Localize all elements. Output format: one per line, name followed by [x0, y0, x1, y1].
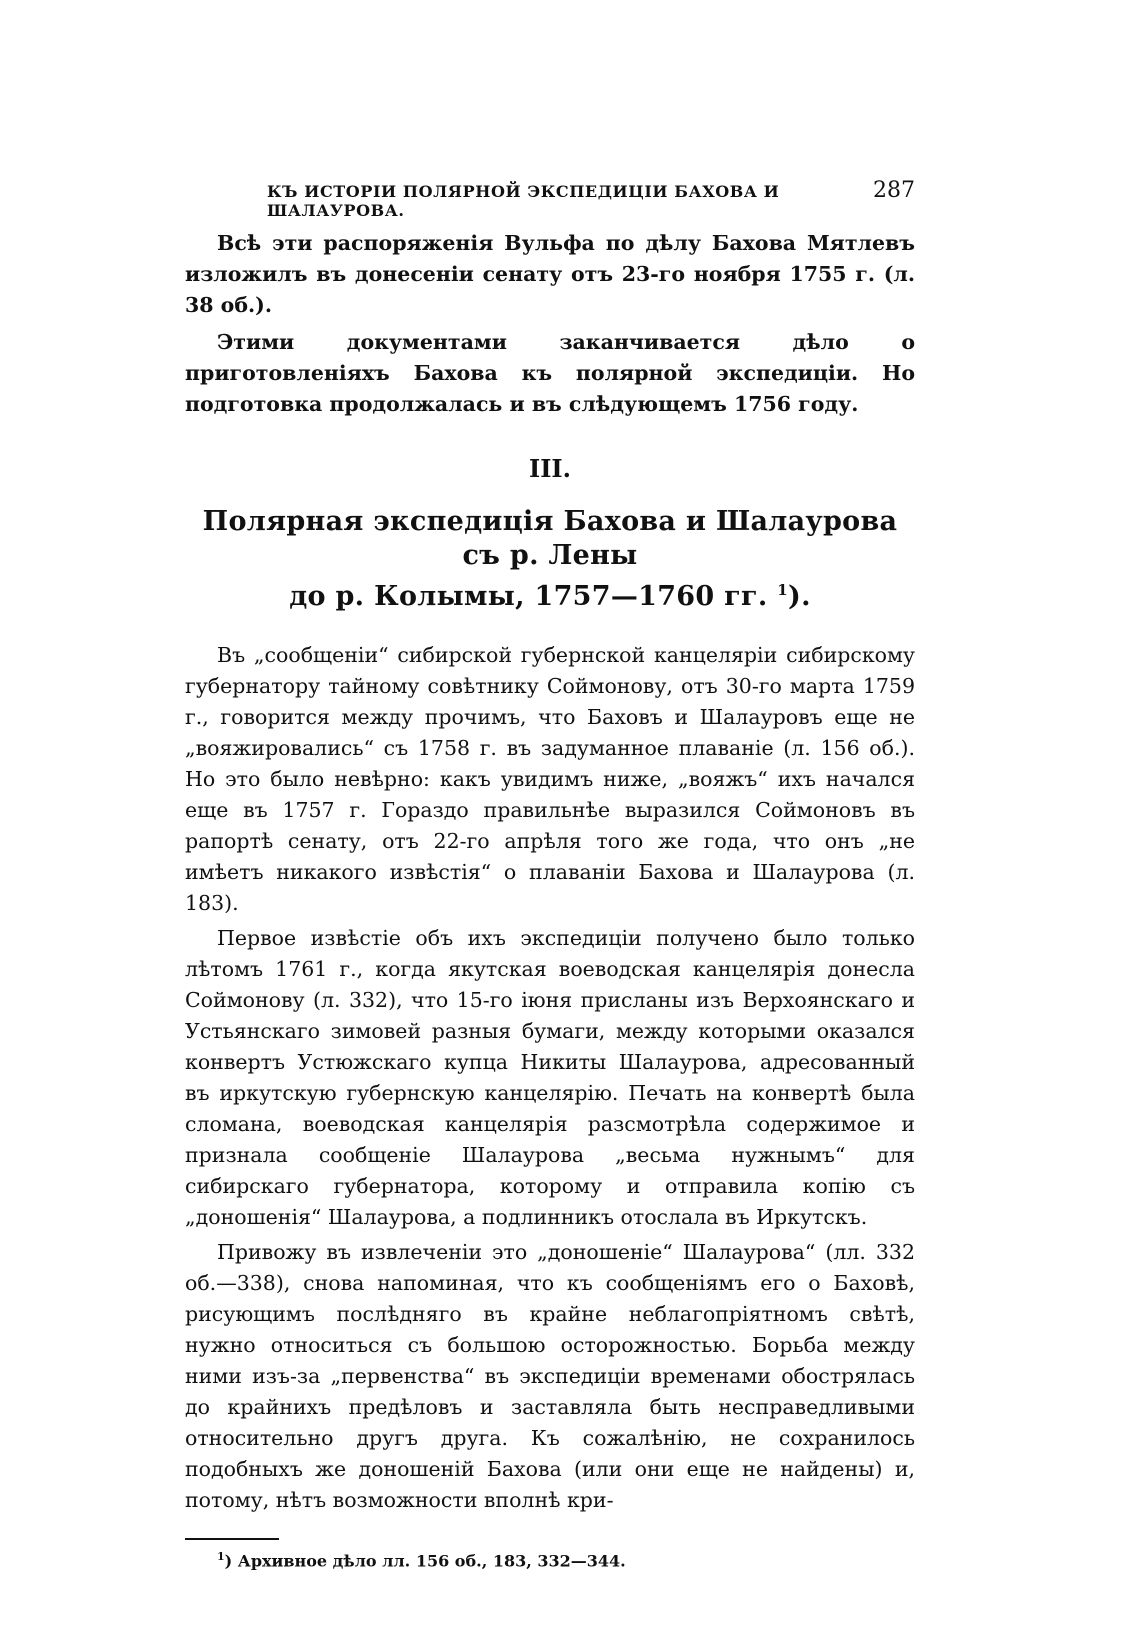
- running-head-title: КЪ ИСТОРІИ ПОЛЯРНОЙ ЭКСПЕДИЦІИ БАХОВА И ШАЛАУРОВА.: [267, 182, 780, 220]
- body-paragraph-2: Первое извѣстіе объ ихъ экспедиціи получено было только лѣтомъ 1761 г., когда якутская воеводская канцелярія донесла Соймонову (л. 332), что 15-го іюня присланы изъ Верхоянскаго и Устьянскаго зимовей разныя бумаги, между которыми оказался конвертъ Устюжскаго купца Никиты Шалаурова, адресованный въ иркутскую губернскую канцелярію. Печать на конвертѣ была сломана, воеводская канцелярія разсмотрѣла содержимое и признала сообщеніе Шалаурова „весьма нужнымъ“ для сибирскаго губернатора, которому и отправила копію съ „доношенія“ Шалаурова, а подлинникъ отослала въ Иркутскъ.: [185, 926, 915, 1229]
- page-number: 287: [873, 178, 915, 203]
- footnote-reference: 1: [777, 581, 789, 599]
- section-heading-line-2: [185, 573, 915, 614]
- section-heading-line-2-text: до р. Колымы, 1757—1760 гг.: [289, 581, 768, 612]
- body-paragraph-1: Въ „сообщеніи“ сибирской губернской канцеляріи сибирскому губернатору тайному совѣтнику Соймонову, отъ 30-го марта 1759 г., говорится между прочимъ, что Баховъ и Шалауровъ еще не „вояжировались“ съ 1758 г. въ задуманное плаваніе (л. 156 об.). Но это было невѣрно: какъ увидимъ ниже, „вояжъ“ ихъ начался еще въ 1757 г. Гораздо правильнѣе выразился Соймоновъ въ рапортѣ сенату, отъ 22-го апрѣля того же года, что онъ „не имѣетъ никакого извѣстія“ о плаваніи Бахова и Шалаурова (л. 183).: [185, 643, 915, 915]
- footnote: [217, 1550, 915, 1570]
- body-paragraph-3: Привожу въ извлеченіи это „доношеніе“ Шалаурова“ (лл. 332 об.—338), снова напоминая, что къ сообщеніямъ его о Баховѣ, рисующимъ послѣдняго въ крайне неблагопріятномъ свѣтѣ, нужно относиться съ большою осторожностью. Борьба между ними изъ-за „первенства“ въ экспедиціи временами обострялась до крайнихъ предѣловъ и заставляла быть несправедливыми относительно другъ друга. Къ сожалѣнію, не сохранилось подобныхъ же доношеній Бахова (или они еще не найдены) и, потому, нѣтъ возможности вполнѣ кри-: [185, 1240, 915, 1512]
- footnote-rule: [185, 1538, 279, 1540]
- running-head: [185, 178, 915, 220]
- footnote-marker: 1: [217, 1550, 225, 1563]
- section-heading: [185, 505, 915, 614]
- intro-paragraph-1: Всѣ эти распоряженія Вульфа по дѣлу Бахова Мятлевъ изложилъ въ донесеніи сенату отъ 23-го ноября 1755 г. (л. 38 об.).: [185, 231, 915, 317]
- body-text: [185, 640, 915, 1516]
- footnote-text: ) Архивное дѣло лл. 156 об., 183, 332—344.: [224, 1551, 626, 1571]
- section-heading-line-1: Полярная экспедиція Бахова и Шалаурова съ р. Лены: [202, 506, 898, 571]
- section-number: III.: [528, 454, 572, 483]
- intro-paragraph-2: Этими документами заканчивается дѣло о приготовленіяхъ Бахова къ полярной экспедиціи. Но подготовка продолжалась и въ слѣдующемъ 1756 году.: [185, 330, 915, 416]
- page-content: [185, 178, 915, 1570]
- section-heading-end: ).: [788, 581, 811, 612]
